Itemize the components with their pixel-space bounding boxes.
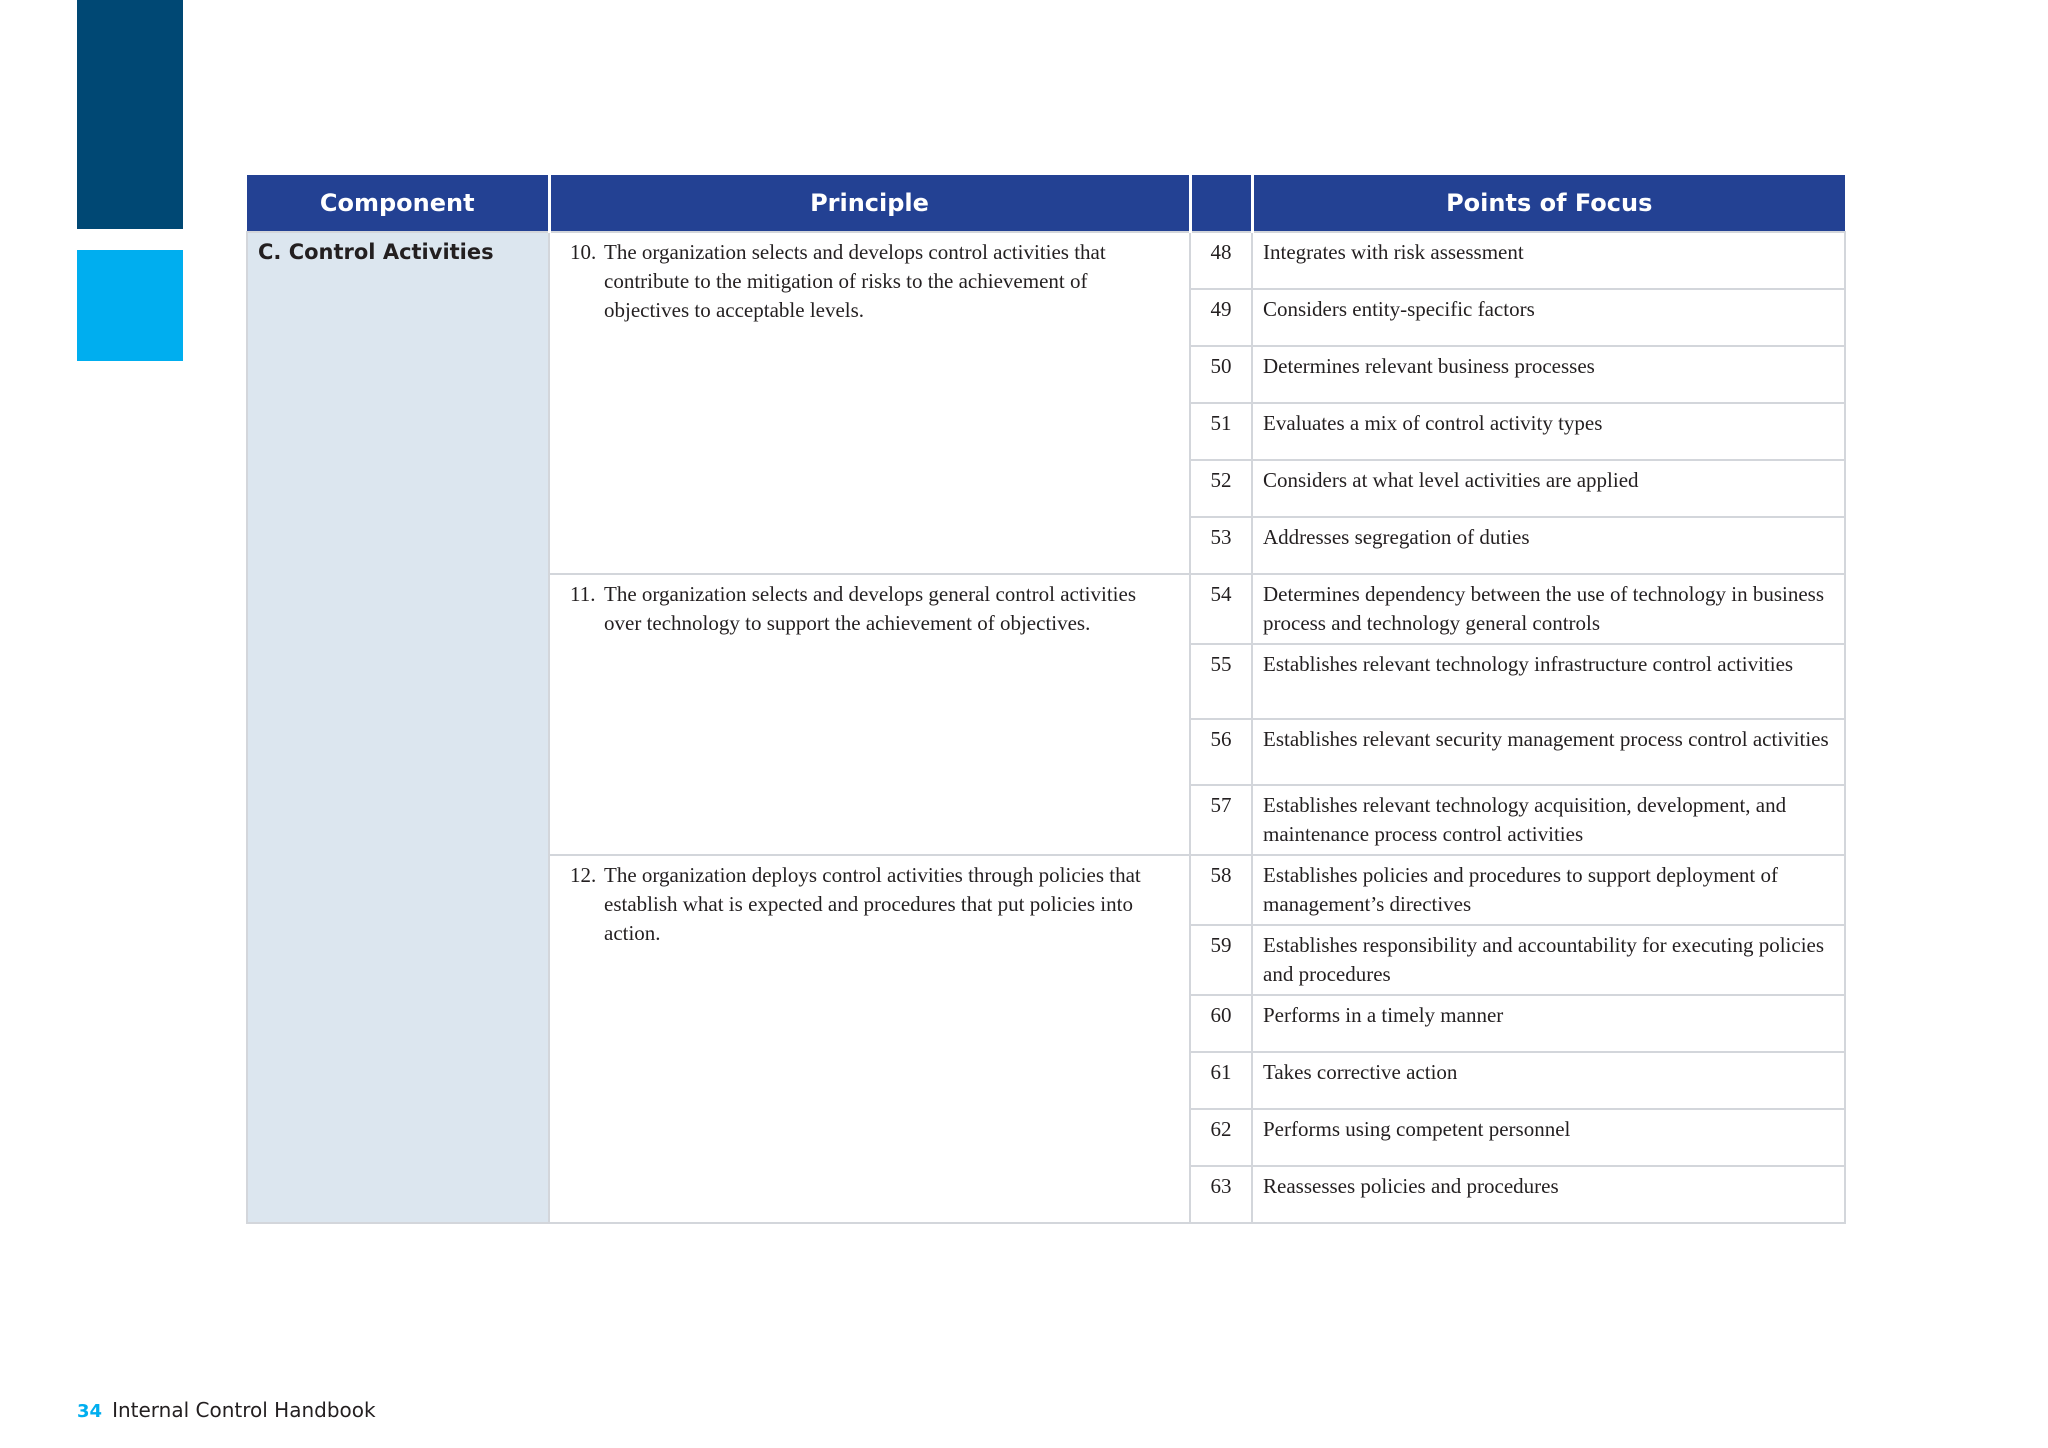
header-principle: Principle <box>549 175 1190 232</box>
point-number: 54 <box>1190 574 1252 644</box>
point-of-focus: Addresses segregation of duties <box>1252 517 1845 574</box>
principle-number: 10. <box>570 240 597 264</box>
header-component: Component <box>247 175 549 232</box>
principle-text: The organization selects and develops control activities that contribute to the mitigation of risks to the achievement of objectives to acceptable levels. <box>604 240 1106 322</box>
point-number: 61 <box>1190 1052 1252 1109</box>
table-header-row <box>247 175 1845 232</box>
point-of-focus: Considers at what level activities are applied <box>1252 460 1845 517</box>
principle-number: 12. <box>570 863 597 887</box>
point-number: 60 <box>1190 995 1252 1052</box>
decorative-bar-light <box>77 250 183 361</box>
principle-cell <box>549 855 1190 1223</box>
point-number: 50 <box>1190 346 1252 403</box>
point-of-focus: Evaluates a mix of control activity types <box>1252 403 1845 460</box>
point-number: 63 <box>1190 1166 1252 1223</box>
point-of-focus: Establishes responsibility and accountability for executing policies and procedures <box>1252 925 1845 995</box>
principle-cell <box>549 574 1190 855</box>
point-number: 55 <box>1190 644 1252 719</box>
point-of-focus: Establishes relevant technology acquisition, development, and maintenance process control activities <box>1252 785 1845 855</box>
page-footer <box>77 1398 376 1428</box>
point-of-focus: Establishes policies and procedures to support deployment of management’s directives <box>1252 855 1845 925</box>
point-of-focus: Performs in a timely manner <box>1252 995 1845 1052</box>
point-of-focus: Integrates with risk assessment <box>1252 232 1845 289</box>
point-number: 62 <box>1190 1109 1252 1166</box>
point-number: 57 <box>1190 785 1252 855</box>
page-number: 34 <box>77 1401 103 1422</box>
point-of-focus: Considers entity-specific factors <box>1252 289 1845 346</box>
point-number: 56 <box>1190 719 1252 785</box>
point-of-focus: Performs using competent personnel <box>1252 1109 1845 1166</box>
table-row <box>247 232 1845 289</box>
decorative-bar-dark <box>77 0 183 229</box>
point-of-focus: Establishes relevant security management process control activities <box>1252 719 1845 785</box>
point-of-focus: Determines relevant business processes <box>1252 346 1845 403</box>
point-of-focus: Takes corrective action <box>1252 1052 1845 1109</box>
components-principles-table <box>246 175 1846 1224</box>
principle-text: The organization selects and develops general control activities over technology to support the achievement of objectives. <box>604 582 1137 635</box>
principle-number: 11. <box>570 582 596 606</box>
principle-cell <box>549 232 1190 574</box>
point-number: 52 <box>1190 460 1252 517</box>
point-number: 58 <box>1190 855 1252 925</box>
point-number: 53 <box>1190 517 1252 574</box>
component-cell: C. Control Activities <box>247 232 549 1223</box>
point-of-focus: Determines dependency between the use of technology in business process and technology general controls <box>1252 574 1845 644</box>
point-number: 49 <box>1190 289 1252 346</box>
point-of-focus: Reassesses policies and procedures <box>1252 1166 1845 1223</box>
point-number: 51 <box>1190 403 1252 460</box>
header-points-of-focus: Points of Focus <box>1252 175 1845 232</box>
point-of-focus: Establishes relevant technology infrastructure control activities <box>1252 644 1845 719</box>
point-number: 48 <box>1190 232 1252 289</box>
principle-text: The organization deploys control activities through policies that establish what is expected and procedures that put policies into action. <box>604 863 1141 945</box>
point-number: 59 <box>1190 925 1252 995</box>
footer-title: Internal Control Handbook <box>112 1398 376 1422</box>
header-number <box>1190 175 1252 232</box>
